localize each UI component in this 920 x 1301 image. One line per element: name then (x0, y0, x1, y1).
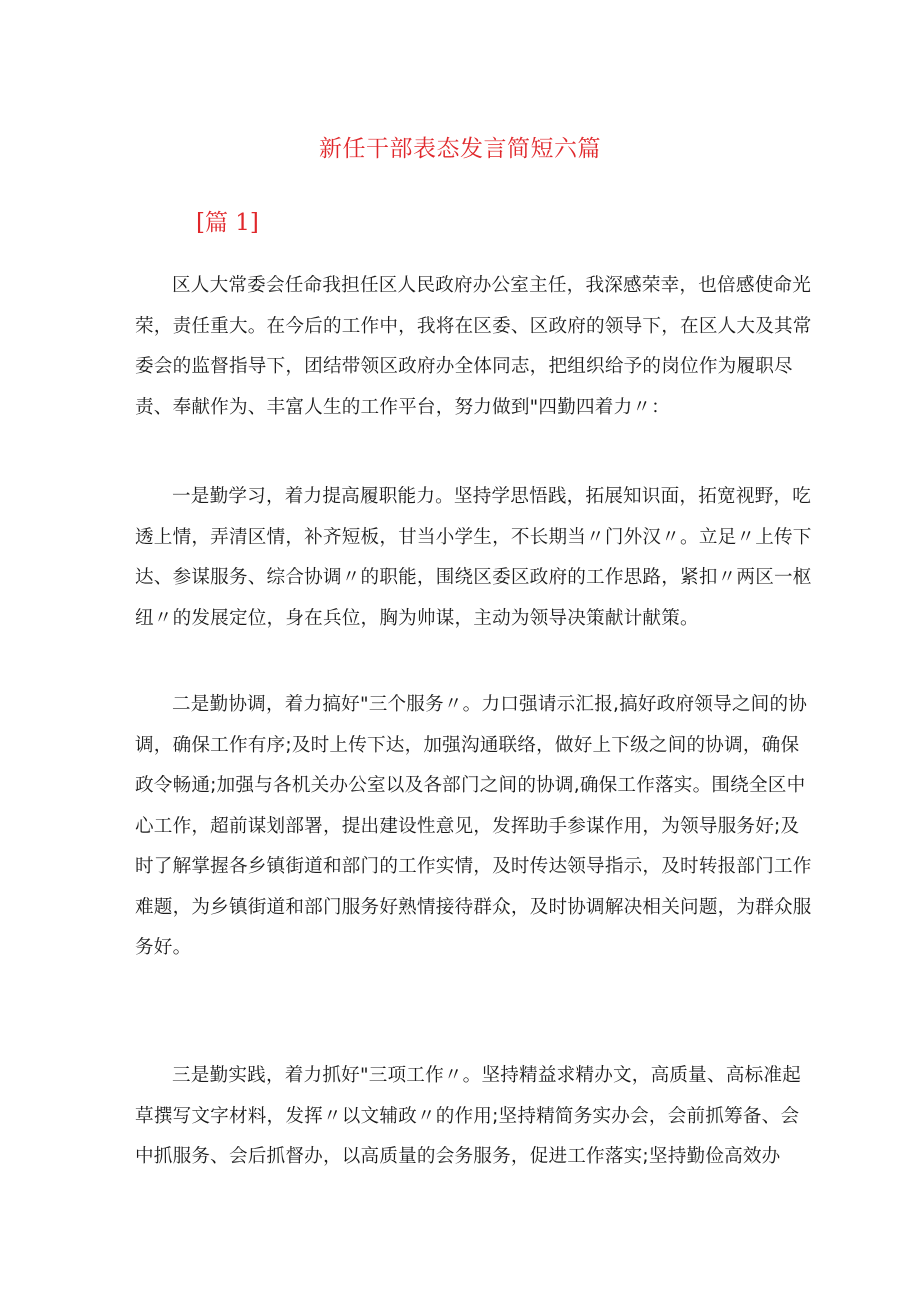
paragraph-coordination: 二是勤协调，着力搞好"三个服务〃。力口强请示汇报,搞好政府领导之间的协调，确保工作有序;及时上传下达，加强沟通联络，做好上下级之间的协调，确保政令畅通;加强与各机关办公室以及各部门之间的协调,确保工作落实。围绕全区中心工作，超前谋划部署，提出建设性意见，发挥助手参谋作用，为领导服务好;及时了解掌握各乡镇街道和部门的工作实情，及时传达领导指示，及时转报部门工作难题，为乡镇街道和部门服务好熟情接待群众，及时协调解决相关问题，为群众服务好。 (135, 694, 812, 958)
document-title: 新任干部表态发言简短六篇 (319, 136, 601, 162)
paragraph-practice: 三是勤实践，着力抓好"三项工作〃。坚持精益求精办文，高质量、高标准起草撰写文字材料，发挥〃以文辅政〃的作用;坚持精简务实办会，会前抓筹备、会中抓服务、会后抓督办，以高质量的会务服务，促进工作落实;坚持勤俭高效办 (135, 1065, 801, 1167)
paragraph-study: 一是勤学习，着力提高履职能力。坚持学思悟践，拓展知识面，拓宽视野，吃透上情，弄清区情，补齐短板，甘当小学生，不长期当〃门外汉〃。立足〃上传下达、参谋服务、综合协调〃的职能，围绕区委区政府的工作思路，紧扣〃两区一枢纽〃的发展定位，身在兵位，胸为帅谋，主动为领导决策献计献策。 (135, 486, 812, 629)
paragraph-intro: 区人大常委会任命我担任区人民政府办公室主任，我深感荣幸，也倍感使命光荣，责任重大。在今后的工作中，我将在区委、区政府的领导下，在区人大及其常委会的监督指导下，团结带领区政府办全体同志，把组织给予的岗位作为履职尽责、奉献作为、丰富人生的工作平台，努力做到"四勤四着力〃： (135, 275, 812, 418)
section-heading: [篇 1] (196, 210, 259, 236)
